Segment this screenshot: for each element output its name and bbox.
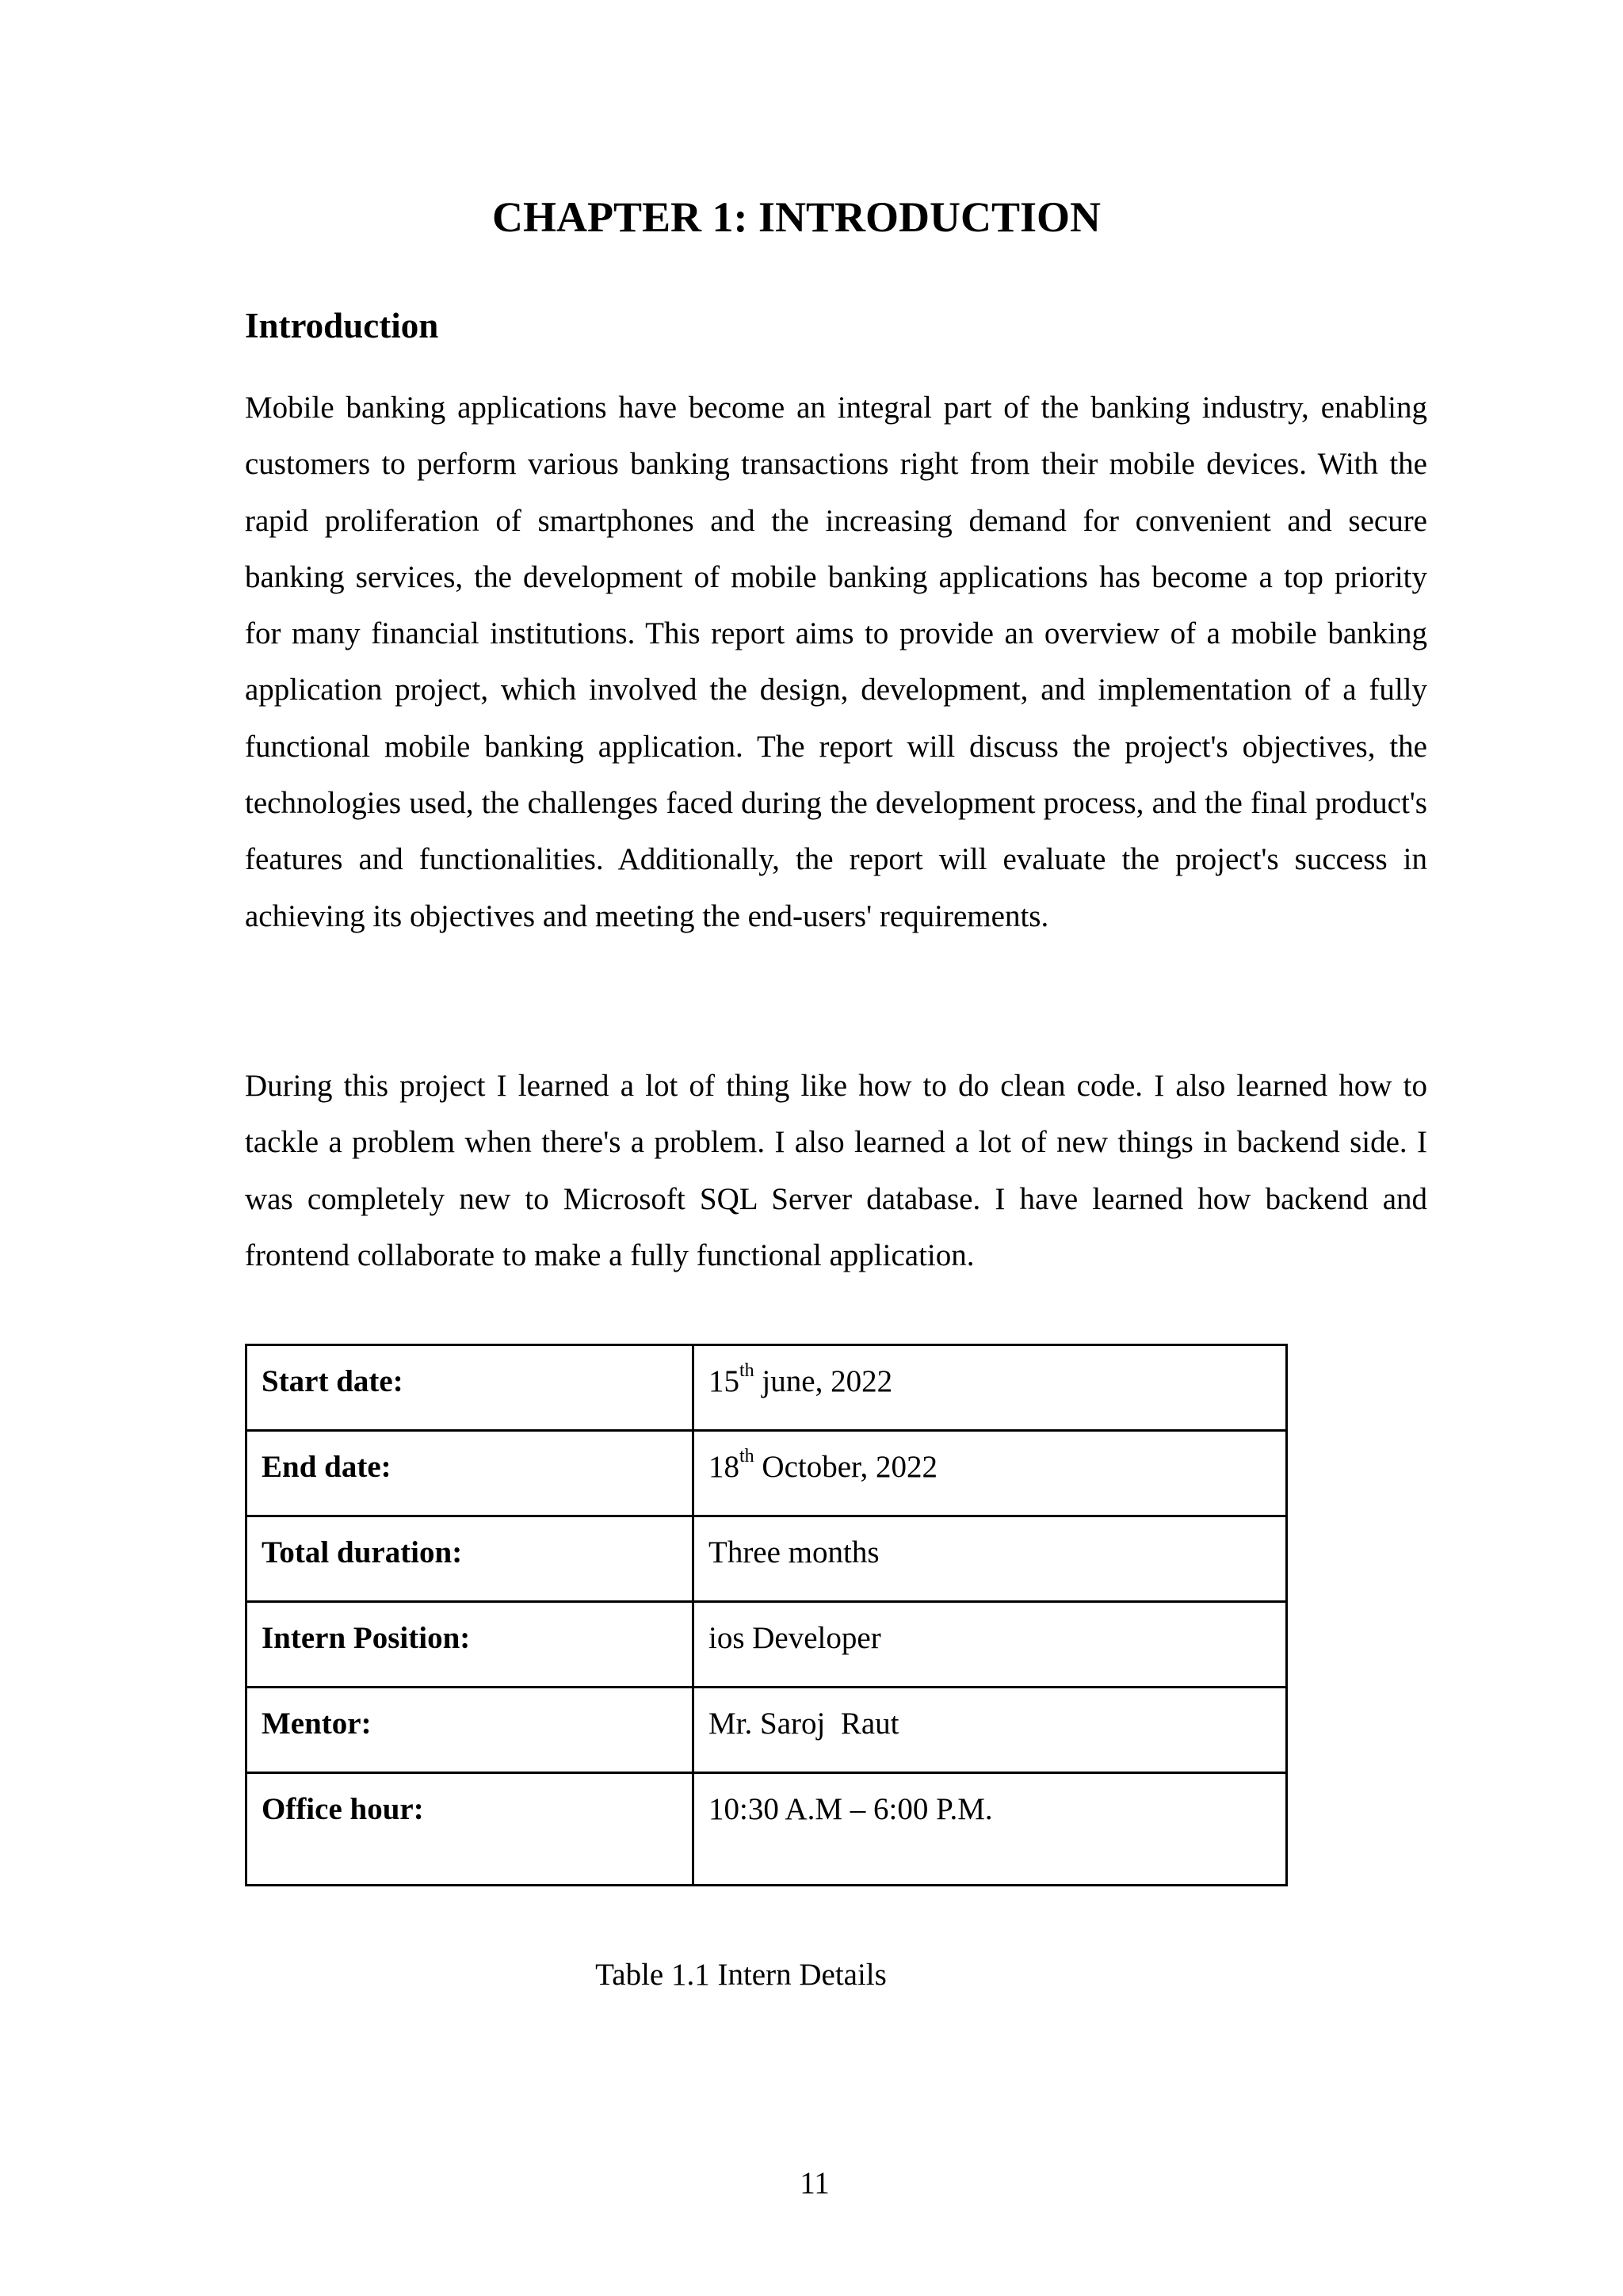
chapter-title: CHAPTER 1: INTRODUCTION <box>491 193 1102 241</box>
table-value-cell: ios Developer <box>693 1602 1287 1688</box>
table-row <box>246 1688 1287 1773</box>
date-day: 15 <box>708 1364 739 1398</box>
table-row <box>246 1431 1287 1516</box>
table-value-cell <box>693 1345 1287 1431</box>
table-row <box>246 1516 1287 1602</box>
table-caption: Table 1.1 Intern Details <box>595 1958 887 1992</box>
table-value-cell: Mr. Saroj Raut <box>693 1688 1287 1773</box>
table-row <box>246 1773 1287 1886</box>
table-value-cell <box>693 1431 1287 1516</box>
date-rest: October, 2022 <box>754 1450 938 1484</box>
intern-details-table <box>245 1344 1288 1886</box>
body-paragraph: During this project I learned a lot of thing like how to do clean code. I also learned how to tackle a problem when there's a problem. I also learned a lot of new things in backend side. I was completely new to Microsoft SQL Server database. I have learned how backend and frontend collaborate to make a fully functional application. <box>245 1069 1427 1272</box>
table-label-cell: Start date: <box>246 1345 693 1431</box>
date-day: 18 <box>708 1450 739 1484</box>
body-paragraph: Mobile banking applications have become an integral part of the banking industry, enabling customers to perform various banking transactions right from their mobile devices. With the rapid proliferation of smartphones and the increasing demand for convenient and secure banking services, the development of mobile banking applications has become a top priority for many financial institutions. This report aims to provide an overview of a mobile banking application project, which involved the design, development, and implementation of a fully functional mobile banking application. The report will discuss the project's objectives, the technologies used, the challenges faced during the development process, and the final product's features and functionalities. Additionally, the report will evaluate the project's success in achieving its objectives and meeting the end-users' requirements. <box>245 391 1427 933</box>
table-label-cell: End date: <box>246 1431 693 1516</box>
ordinal-suffix: th <box>739 1446 754 1466</box>
section-heading: Introduction <box>245 306 439 345</box>
table-label-cell: Office hour: <box>246 1773 693 1886</box>
table-label-cell: Mentor: <box>246 1688 693 1773</box>
table-value-cell: 10:30 A.M – 6:00 P.M. <box>693 1773 1287 1886</box>
table-row <box>246 1345 1287 1431</box>
table-label-cell: Total duration: <box>246 1516 693 1602</box>
table-value-cell: Three months <box>693 1516 1287 1602</box>
date-rest: june, 2022 <box>754 1364 893 1398</box>
ordinal-suffix: th <box>739 1360 754 1381</box>
page-number: 11 <box>800 2166 830 2200</box>
table-row <box>246 1602 1287 1688</box>
table-label-cell: Intern Position: <box>246 1602 693 1688</box>
